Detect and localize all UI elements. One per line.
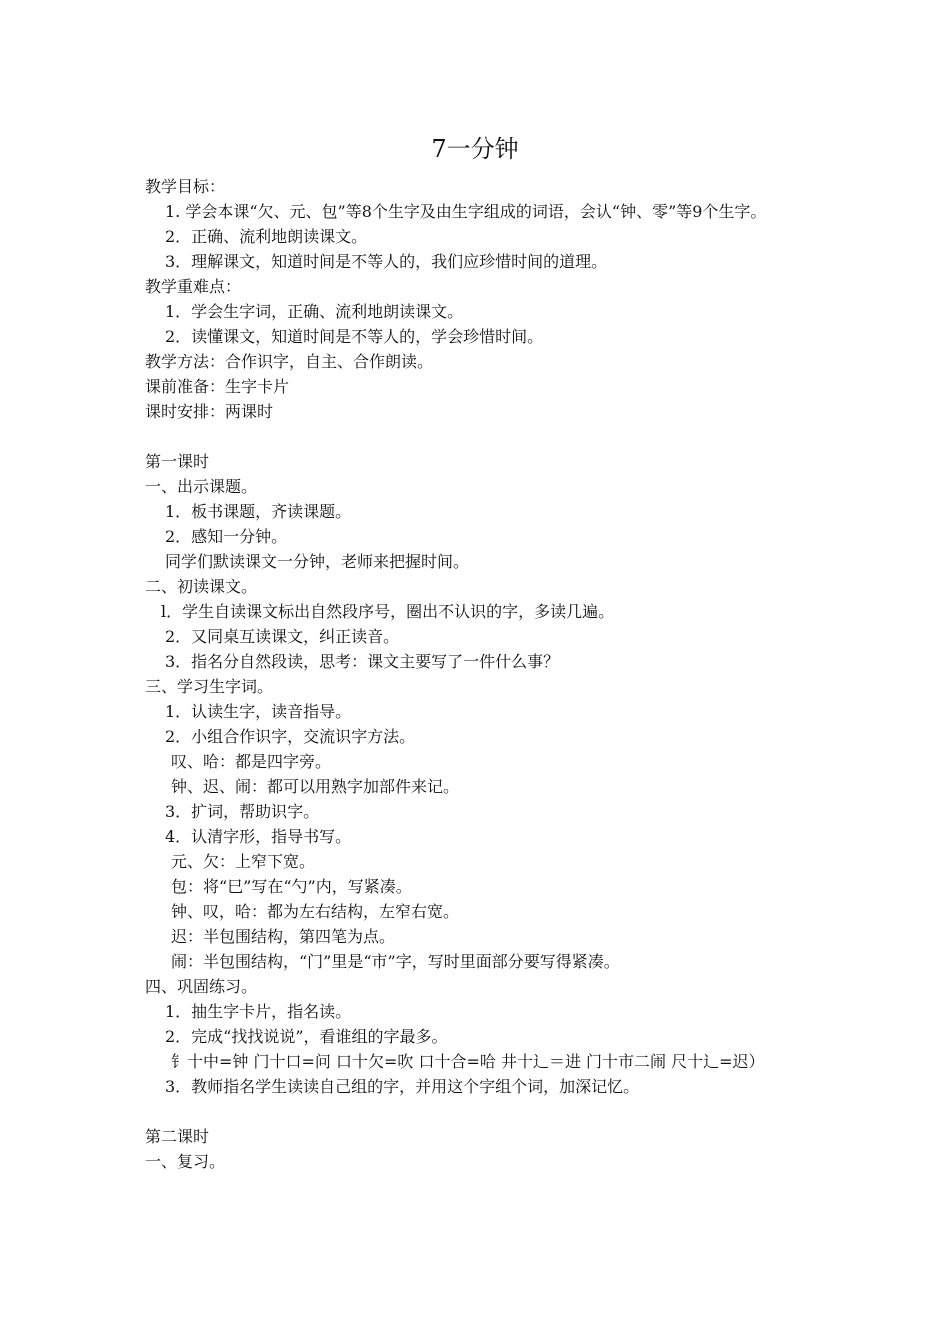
text-line: 1．板书课题，齐读课题。 (165, 502, 352, 521)
text-line: 1．认读生字，读音指导。 (165, 702, 352, 721)
text-line: 课时安排：两课时 (145, 402, 274, 421)
text-line: 钅十中=钟 门十口=问 口十欠=吹 口十合=哈 井十辶＝进 门十市二闹 尺十辶=迟） (171, 1052, 765, 1071)
text-line: 闹：半包围结构，“门”里是“市”字，写时里面部分要写得紧凑。 (171, 952, 620, 971)
text-line: 叹、哈：都是四字旁。 (171, 752, 332, 771)
text-line: 4．认清字形，指导书写。 (165, 827, 352, 846)
text-line: 课前准备：生字卡片 (145, 377, 290, 396)
blank-line (145, 424, 815, 449)
blank-line (145, 1099, 815, 1124)
text-line: 2．又同桌互读课文，纠正读音。 (165, 627, 400, 646)
text-line: 2．感知一分钟。 (165, 527, 288, 546)
text-line: 二、初读课文。 (145, 577, 258, 596)
text-line: 钟、迟、闹：都可以用熟字加部件来记。 (171, 777, 460, 796)
text-line: 同学们默读课文一分钟，老师来把握时间。 (165, 552, 470, 571)
text-line: 教学方法：合作识字，自主、合作朗读。 (145, 352, 434, 371)
text-line: 3．理解课文，知道时间是不等人的，我们应珍惜时间的道理。 (165, 252, 608, 271)
text-line: 1．抽生字卡片，指名读。 (165, 1002, 352, 1021)
text-line: 包：将“巳”写在“勺”内，写紧凑。 (171, 877, 412, 896)
text-line: 2．完成“找找说说”，看谁组的字最多。 (165, 1027, 448, 1046)
text-line: l．学生自读课文标出自然段序号，圈出不认识的字，多读几遍。 (161, 602, 615, 621)
lesson-body (145, 174, 815, 1174)
text-line: 教学重难点： (145, 277, 242, 296)
text-line: 1．学会生字词，正确、流利地朗读课文。 (165, 302, 464, 321)
text-line: 第二课时 (145, 1127, 210, 1146)
text-line: 3．扩词，帮助识字。 (165, 802, 320, 821)
text-line: 第一课时 (145, 452, 210, 471)
text-line: 钟、叹，哈：都为左右结构，左窄右宽。 (171, 902, 460, 921)
text-line: 教学目标： (145, 177, 226, 196)
text-line: 元、欠：上窄下宽。 (171, 852, 316, 871)
text-line: 一、出示课题。 (145, 477, 258, 496)
lesson-title: 7一分钟 (431, 135, 519, 163)
text-line: 四、巩固练习。 (145, 977, 258, 996)
text-line: 3．指名分自然段读，思考：课文主要写了一件什么事？ (165, 652, 560, 671)
text-line: 1. 学会本课“欠、元、包”等8个生字及由生字组成的词语，会认“钟、零”等9个生字。 (165, 202, 767, 221)
text-line: 三、学习生字词。 (145, 677, 274, 696)
text-line: 2．正确、流利地朗读课文。 (165, 227, 368, 246)
text-line: 2．小组合作识字，交流识字方法。 (165, 727, 416, 746)
text-line: 一、复习。 (145, 1152, 226, 1171)
text-line: 3．教师指名学生读读自己组的字，并用这个字组个词，加深记忆。 (165, 1077, 640, 1096)
text-line: 2．读懂课文，知道时间是不等人的，学会珍惜时间。 (165, 327, 544, 346)
text-line: 迟：半包围结构，第四笔为点。 (171, 927, 396, 946)
